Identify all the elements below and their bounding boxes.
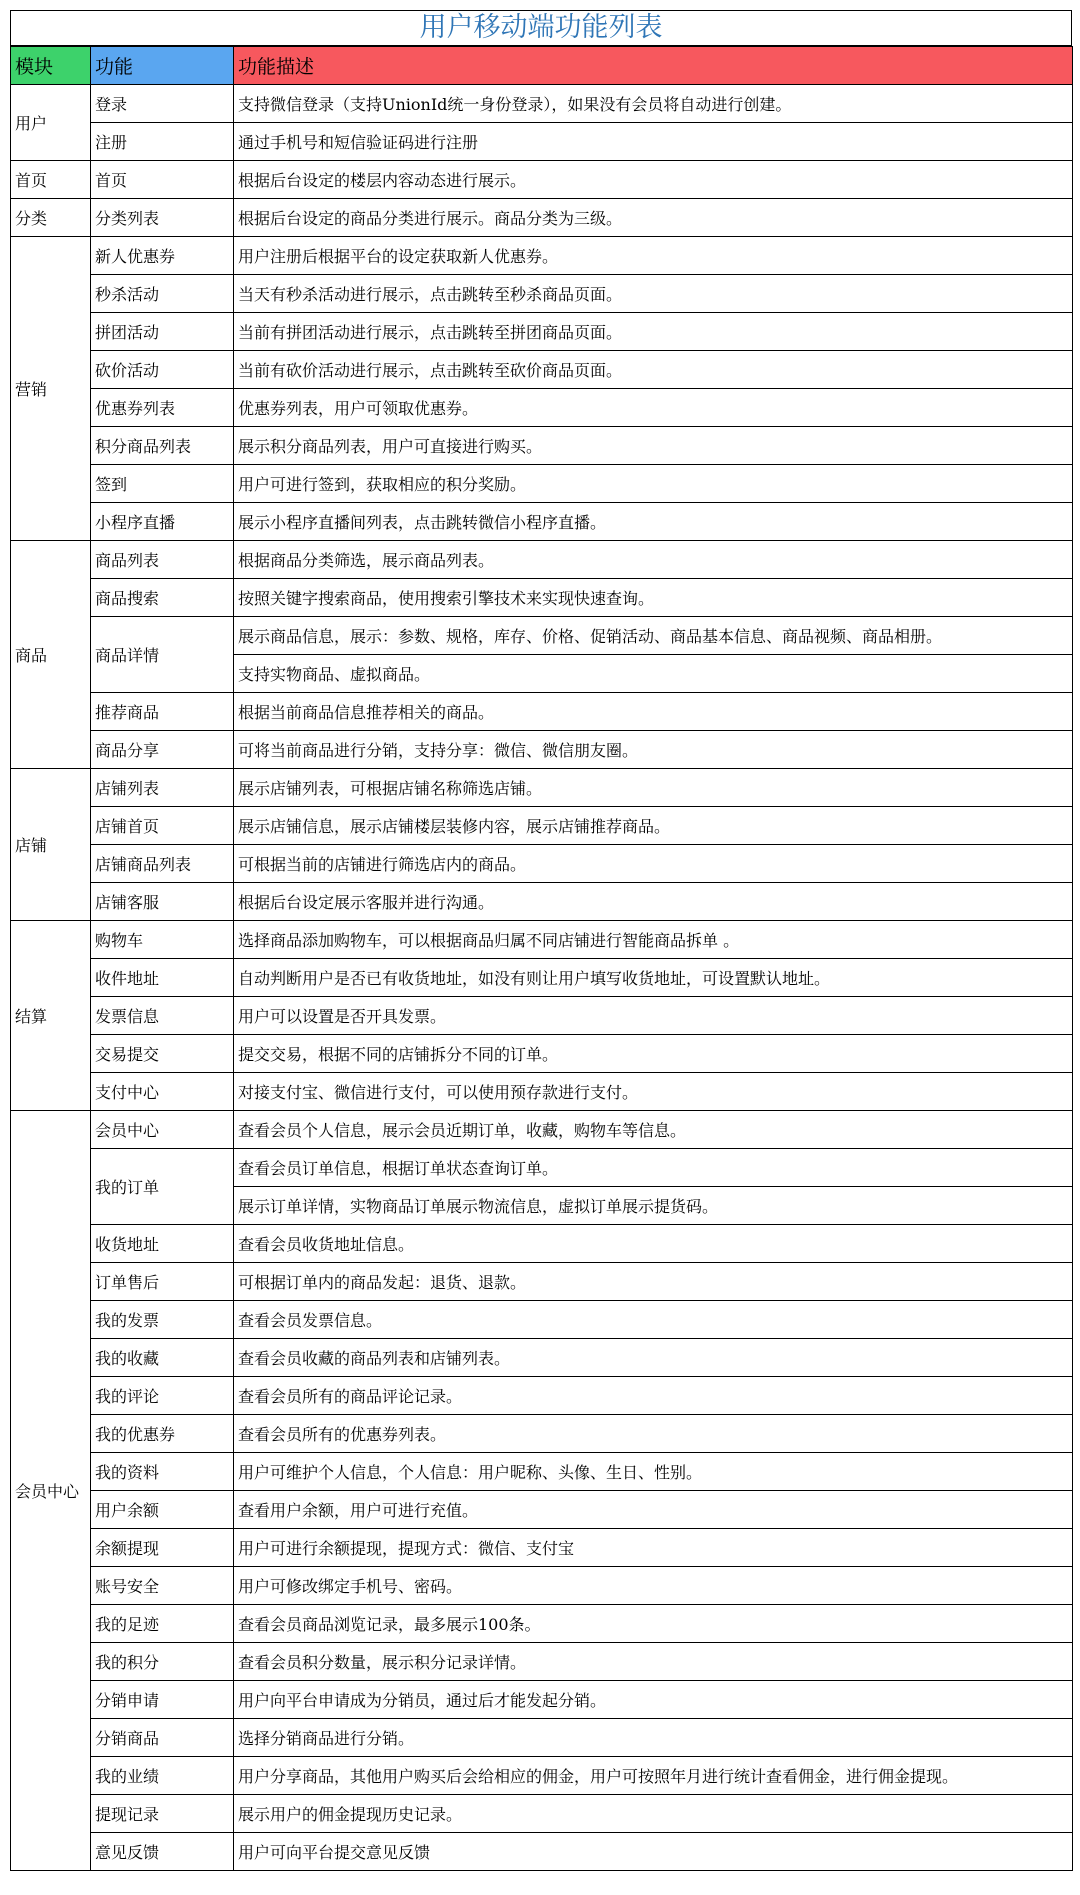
function-cell: 秒杀活动 xyxy=(91,275,234,313)
header-description: 功能描述 xyxy=(234,47,1073,85)
description-cell: 支持微信登录（支持UnionId统一身份登录），如果没有会员将自动进行创建。 xyxy=(234,85,1073,123)
description-cell: 查看用户余额，用户可进行充值。 xyxy=(234,1491,1073,1529)
table-row xyxy=(11,1415,1073,1453)
description-cell: 展示店铺列表，可根据店铺名称筛选店铺。 xyxy=(234,769,1073,807)
function-cell: 首页 xyxy=(91,161,234,199)
table-row xyxy=(11,1529,1073,1567)
function-cell: 优惠券列表 xyxy=(91,389,234,427)
function-cell: 收件地址 xyxy=(91,959,234,997)
description-cell: 根据当前商品信息推荐相关的商品。 xyxy=(234,693,1073,731)
function-cell: 我的发票 xyxy=(91,1301,234,1339)
function-cell: 店铺列表 xyxy=(91,769,234,807)
table-row xyxy=(11,85,1073,123)
module-cell: 会员中心 xyxy=(11,1111,91,1871)
description-cell: 查看会员收货地址信息。 xyxy=(234,1225,1073,1263)
function-cell: 分类列表 xyxy=(91,199,234,237)
function-cell: 新人优惠券 xyxy=(91,237,234,275)
module-cell: 用户 xyxy=(11,85,91,161)
function-cell: 注册 xyxy=(91,123,234,161)
description-cell: 用户可修改绑定手机号、密码。 xyxy=(234,1567,1073,1605)
table-row xyxy=(11,237,1073,275)
table-row xyxy=(11,313,1073,351)
description-cell: 自动判断用户是否已有收货地址，如没有则让用户填写收货地址，可设置默认地址。 xyxy=(234,959,1073,997)
module-cell: 店铺 xyxy=(11,769,91,921)
function-cell: 小程序直播 xyxy=(91,503,234,541)
table-row xyxy=(11,1719,1073,1757)
table-row xyxy=(11,275,1073,313)
function-cell: 发票信息 xyxy=(91,997,234,1035)
description-cell: 用户可进行余额提现，提现方式：微信、支付宝 xyxy=(234,1529,1073,1567)
function-cell: 商品列表 xyxy=(91,541,234,579)
description-cell: 根据后台设定的商品分类进行展示。商品分类为三级。 xyxy=(234,199,1073,237)
function-cell: 店铺商品列表 xyxy=(91,845,234,883)
function-cell: 用户余额 xyxy=(91,1491,234,1529)
description-cell: 支持实物商品、虚拟商品。 xyxy=(234,655,1073,693)
description-cell: 展示小程序直播间列表，点击跳转微信小程序直播。 xyxy=(234,503,1073,541)
table-row xyxy=(11,807,1073,845)
description-cell: 查看会员订单信息，根据订单状态查询订单。 xyxy=(234,1149,1073,1187)
function-cell: 订单售后 xyxy=(91,1263,234,1301)
table-row xyxy=(11,959,1073,997)
function-cell: 提现记录 xyxy=(91,1795,234,1833)
table-row xyxy=(11,769,1073,807)
table-row xyxy=(11,1073,1073,1111)
function-cell: 意见反馈 xyxy=(91,1833,234,1871)
table-row xyxy=(11,997,1073,1035)
table-row xyxy=(11,1225,1073,1263)
description-cell: 当前有砍价活动进行展示，点击跳转至砍价商品页面。 xyxy=(234,351,1073,389)
header-row xyxy=(11,47,1073,85)
function-cell: 我的资料 xyxy=(91,1453,234,1491)
table-row xyxy=(11,731,1073,769)
function-cell: 我的评论 xyxy=(91,1377,234,1415)
function-cell: 分销商品 xyxy=(91,1719,234,1757)
function-cell: 交易提交 xyxy=(91,1035,234,1073)
table-row xyxy=(11,199,1073,237)
description-cell: 选择分销商品进行分销。 xyxy=(234,1719,1073,1757)
feature-table xyxy=(10,46,1073,1871)
table-row xyxy=(11,1301,1073,1339)
description-cell: 查看会员积分数量，展示积分记录详情。 xyxy=(234,1643,1073,1681)
table-row xyxy=(11,427,1073,465)
description-cell: 根据商品分类筛选，展示商品列表。 xyxy=(234,541,1073,579)
description-cell: 查看会员商品浏览记录，最多展示100条。 xyxy=(234,1605,1073,1643)
function-cell: 商品详情 xyxy=(91,617,234,693)
description-cell: 展示店铺信息，展示店铺楼层装修内容，展示店铺推荐商品。 xyxy=(234,807,1073,845)
description-cell: 优惠券列表，用户可领取优惠券。 xyxy=(234,389,1073,427)
table-row xyxy=(11,579,1073,617)
description-cell: 查看会员发票信息。 xyxy=(234,1301,1073,1339)
description-cell: 查看会员所有的商品评论记录。 xyxy=(234,1377,1073,1415)
function-cell: 我的优惠券 xyxy=(91,1415,234,1453)
table-row xyxy=(11,883,1073,921)
table-row xyxy=(11,1833,1073,1871)
function-cell: 我的业绩 xyxy=(91,1757,234,1795)
table-row xyxy=(11,1263,1073,1301)
description-cell: 可根据当前的店铺进行筛选店内的商品。 xyxy=(234,845,1073,883)
table-row xyxy=(11,1111,1073,1149)
module-cell: 分类 xyxy=(11,199,91,237)
table-row xyxy=(11,1035,1073,1073)
description-cell: 展示用户的佣金提现历史记录。 xyxy=(234,1795,1073,1833)
function-cell: 店铺首页 xyxy=(91,807,234,845)
description-cell: 用户可进行签到，获取相应的积分奖励。 xyxy=(234,465,1073,503)
description-cell: 用户可向平台提交意见反馈 xyxy=(234,1833,1073,1871)
function-cell: 分销申请 xyxy=(91,1681,234,1719)
description-cell: 提交交易，根据不同的店铺拆分不同的订单。 xyxy=(234,1035,1073,1073)
function-cell: 积分商品列表 xyxy=(91,427,234,465)
description-cell: 当天有秒杀活动进行展示，点击跳转至秒杀商品页面。 xyxy=(234,275,1073,313)
module-cell: 结算 xyxy=(11,921,91,1111)
table-row xyxy=(11,1491,1073,1529)
function-cell: 登录 xyxy=(91,85,234,123)
table-row xyxy=(11,389,1073,427)
description-cell: 根据后台设定的楼层内容动态进行展示。 xyxy=(234,161,1073,199)
table-row xyxy=(11,1339,1073,1377)
function-cell: 推荐商品 xyxy=(91,693,234,731)
table-row xyxy=(11,1377,1073,1415)
description-cell: 展示订单详情，实物商品订单展示物流信息，虚拟订单展示提货码。 xyxy=(234,1187,1073,1225)
function-cell: 拼团活动 xyxy=(91,313,234,351)
module-cell: 商品 xyxy=(11,541,91,769)
function-cell: 会员中心 xyxy=(91,1111,234,1149)
table-row xyxy=(11,1567,1073,1605)
table-row xyxy=(11,617,1073,655)
function-cell: 我的订单 xyxy=(91,1149,234,1225)
function-cell: 收货地址 xyxy=(91,1225,234,1263)
description-cell: 可将当前商品进行分销，支持分享：微信、微信朋友圈。 xyxy=(234,731,1073,769)
module-cell: 首页 xyxy=(11,161,91,199)
function-cell: 签到 xyxy=(91,465,234,503)
header-module: 模块 xyxy=(11,47,91,85)
description-cell: 用户分享商品，其他用户购买后会给相应的佣金，用户可按照年月进行统计查看佣金，进行佣金提现。 xyxy=(234,1757,1073,1795)
table-row xyxy=(11,351,1073,389)
function-cell: 店铺客服 xyxy=(91,883,234,921)
function-cell: 商品分享 xyxy=(91,731,234,769)
function-cell: 我的积分 xyxy=(91,1643,234,1681)
table-row xyxy=(11,921,1073,959)
description-cell: 查看会员收藏的商品列表和店铺列表。 xyxy=(234,1339,1073,1377)
description-cell: 按照关键字搜索商品，使用搜索引擎技术来实现快速查询。 xyxy=(234,579,1073,617)
page-title: 用户移动端功能列表 xyxy=(10,10,1072,46)
description-cell: 通过手机号和短信验证码进行注册 xyxy=(234,123,1073,161)
function-cell: 购物车 xyxy=(91,921,234,959)
function-cell: 我的足迹 xyxy=(91,1605,234,1643)
description-cell: 查看会员个人信息，展示会员近期订单，收藏，购物车等信息。 xyxy=(234,1111,1073,1149)
table-row xyxy=(11,693,1073,731)
description-cell: 对接支付宝、微信进行支付，可以使用预存款进行支付。 xyxy=(234,1073,1073,1111)
table-row xyxy=(11,1795,1073,1833)
table-row xyxy=(11,1681,1073,1719)
function-cell: 商品搜索 xyxy=(91,579,234,617)
function-cell: 账号安全 xyxy=(91,1567,234,1605)
table-row xyxy=(11,1605,1073,1643)
description-cell: 可根据订单内的商品发起：退货、退款。 xyxy=(234,1263,1073,1301)
description-cell: 用户向平台申请成为分销员，通过后才能发起分销。 xyxy=(234,1681,1073,1719)
table-row xyxy=(11,465,1073,503)
description-cell: 查看会员所有的优惠券列表。 xyxy=(234,1415,1073,1453)
table-row xyxy=(11,1149,1073,1187)
description-cell: 用户注册后根据平台的设定获取新人优惠券。 xyxy=(234,237,1073,275)
description-cell: 展示商品信息，展示：参数、规格，库存、价格、促销活动、商品基本信息、商品视频、商品相册。 xyxy=(234,617,1073,655)
function-cell: 我的收藏 xyxy=(91,1339,234,1377)
description-cell: 用户可维护个人信息，个人信息：用户昵称、头像、生日、性别。 xyxy=(234,1453,1073,1491)
description-cell: 当前有拼团活动进行展示，点击跳转至拼团商品页面。 xyxy=(234,313,1073,351)
function-cell: 支付中心 xyxy=(91,1073,234,1111)
function-cell: 余额提现 xyxy=(91,1529,234,1567)
table-row xyxy=(11,123,1073,161)
description-cell: 展示积分商品列表，用户可直接进行购买。 xyxy=(234,427,1073,465)
table-row xyxy=(11,1757,1073,1795)
function-cell: 砍价活动 xyxy=(91,351,234,389)
module-cell: 营销 xyxy=(11,237,91,541)
description-cell: 选择商品添加购物车，可以根据商品归属不同店铺进行智能商品拆单 。 xyxy=(234,921,1073,959)
table-row xyxy=(11,161,1073,199)
description-cell: 用户可以设置是否开具发票。 xyxy=(234,997,1073,1035)
table-row xyxy=(11,503,1073,541)
header-function: 功能 xyxy=(91,47,234,85)
table-row xyxy=(11,1453,1073,1491)
table-row xyxy=(11,541,1073,579)
table-row xyxy=(11,845,1073,883)
description-cell: 根据后台设定展示客服并进行沟通。 xyxy=(234,883,1073,921)
table-row xyxy=(11,1643,1073,1681)
